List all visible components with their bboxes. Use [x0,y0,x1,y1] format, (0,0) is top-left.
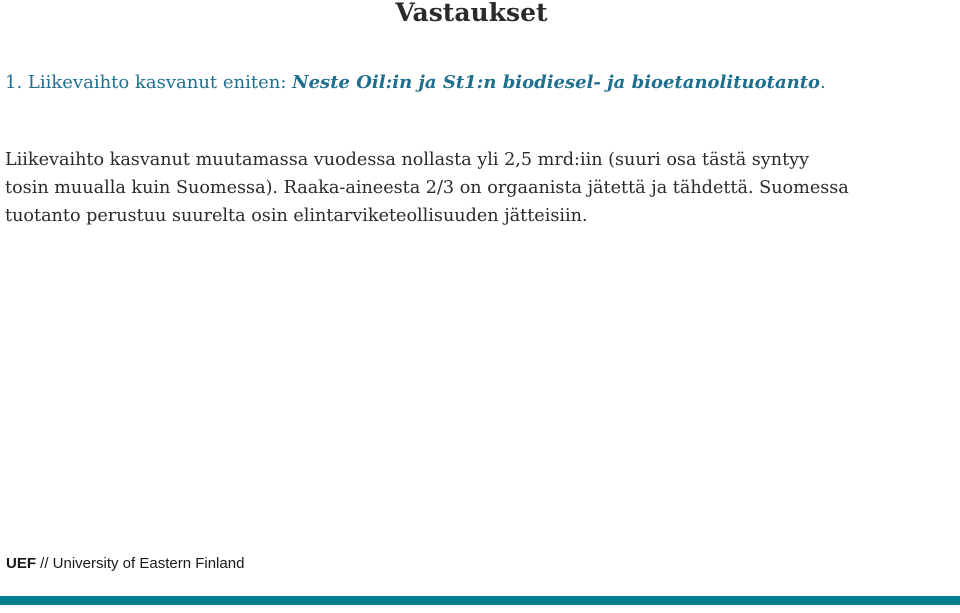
answer-suffix: . [820,72,826,93]
answer-prefix: 1. Liikevaihto kasvanut eniten: [5,72,293,93]
footer-brand [6,555,244,572]
explanation-line: tosin muualla kuin Suomessa). Raaka-aineesta 2/3 on orgaanista jätettä ja tähdettä. Suomessa [5,178,849,198]
slide-title: Vastaukset [395,0,548,27]
footer-separator: // [36,555,53,572]
footer-accent-bar [0,596,960,605]
footer-university-name: University of Eastern Finland [52,555,245,572]
footer-logo-text: UEF [6,555,36,572]
explanation-line: tuotanto perustuu suurelta osin elintarviketeollisuuden jätteisiin. [5,206,588,226]
answer-line [5,72,826,93]
answer-highlight: Neste Oil:in ja St1:n biodiesel- ja bioetanolituotanto [292,72,821,93]
explanation-paragraph [5,146,950,230]
explanation-line: Liikevaihto kasvanut muutamassa vuodessa nollasta yli 2,5 mrd:iin (suuri osa tästä syntyy [5,150,810,170]
